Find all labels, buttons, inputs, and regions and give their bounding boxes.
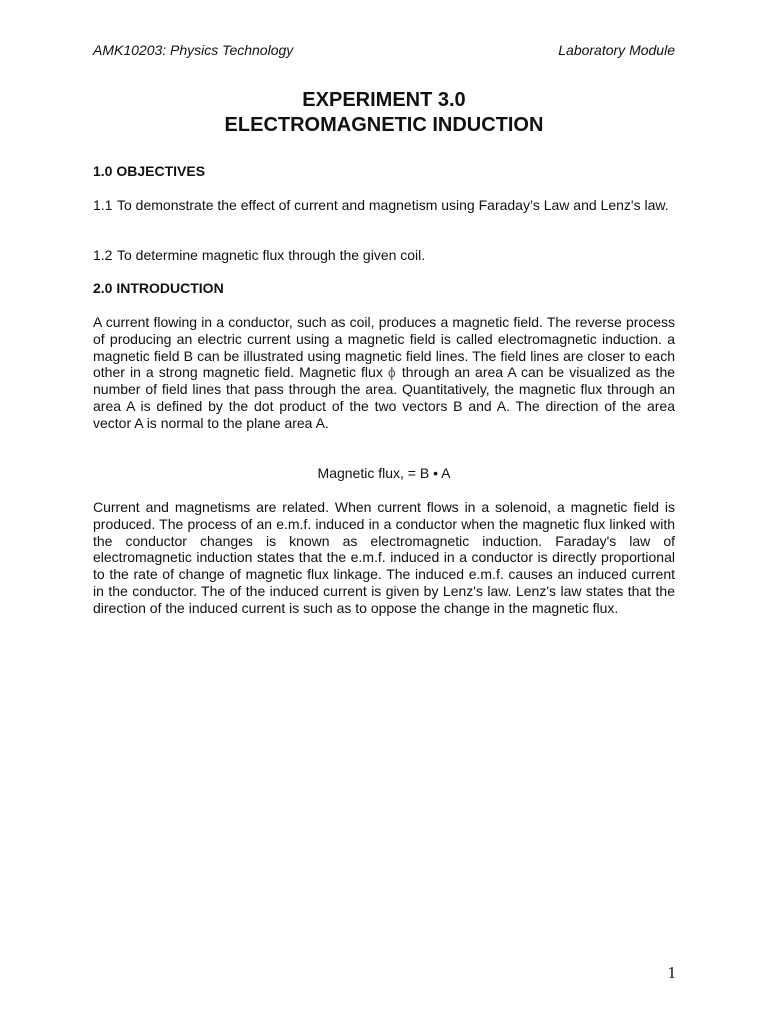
objective-item	[93, 247, 675, 264]
objective-item	[93, 197, 675, 214]
introduction-paragraph: Current and magnetisms are related. When current flows in a solenoid, a magnetic field is produced. The process of an e.m.f. induced in a conductor when the magnetic flux linked with the conductor changes is known as electromagnetic induction. Faraday's law of electromagnetic induction states that the e.m.f. induced in a conductor is directly proportional to the rate of change of magnetic flux linkage. The induced e.m.f. causes an induced current in the conductor. The of the induced current is given by Lenz's law. Lenz's law states that the direction of the induced current is such as to oppose the change in the magnetic flux.	[93, 499, 675, 616]
phi-symbol: ϕ	[387, 364, 396, 381]
introduction-paragraph	[93, 314, 675, 432]
experiment-title: ELECTROMAGNETIC INDUCTION	[224, 114, 544, 136]
paragraph-text: through an area A can be visualized as the number of field lines that pass through the area. Quantitatively, the magnetic flux through an area A is defined by the dot product of the two vectors B and A. The direction of the area vector A is normal to the plane area A.	[93, 364, 676, 431]
document-title	[93, 88, 675, 138]
introduction-heading: 2.0 INTRODUCTION	[93, 280, 224, 296]
paragraph-text: A current flowing in a conductor, such as coil, produces a magnetic field. The reverse process of producing an electric current using a magnetic field is called electromagnetic induction. a magnetic field B can be illustrated using magnetic field lines. The field lines are closer to each other in a strong magnetic field. Magnetic flux	[93, 314, 675, 381]
page-header	[93, 42, 675, 58]
header-module-label: Laboratory Module	[558, 42, 675, 58]
objectives-heading: 1.0 OBJECTIVES	[93, 163, 206, 179]
objective-number: 1.2	[93, 247, 113, 263]
flux-formula: Magnetic flux, = B • A	[317, 465, 451, 481]
experiment-number: EXPERIMENT 3.0	[302, 89, 466, 111]
objective-text: To demonstrate the effect of current and magnetism using Faraday’s Law and Lenz's law.	[117, 197, 669, 213]
objective-number: 1.1	[93, 197, 113, 213]
objective-text: To determine magnetic flux through the given coil.	[117, 247, 426, 263]
header-course-title: AMK10203: Physics Technology	[93, 42, 294, 58]
page-number: 1	[667, 963, 676, 982]
